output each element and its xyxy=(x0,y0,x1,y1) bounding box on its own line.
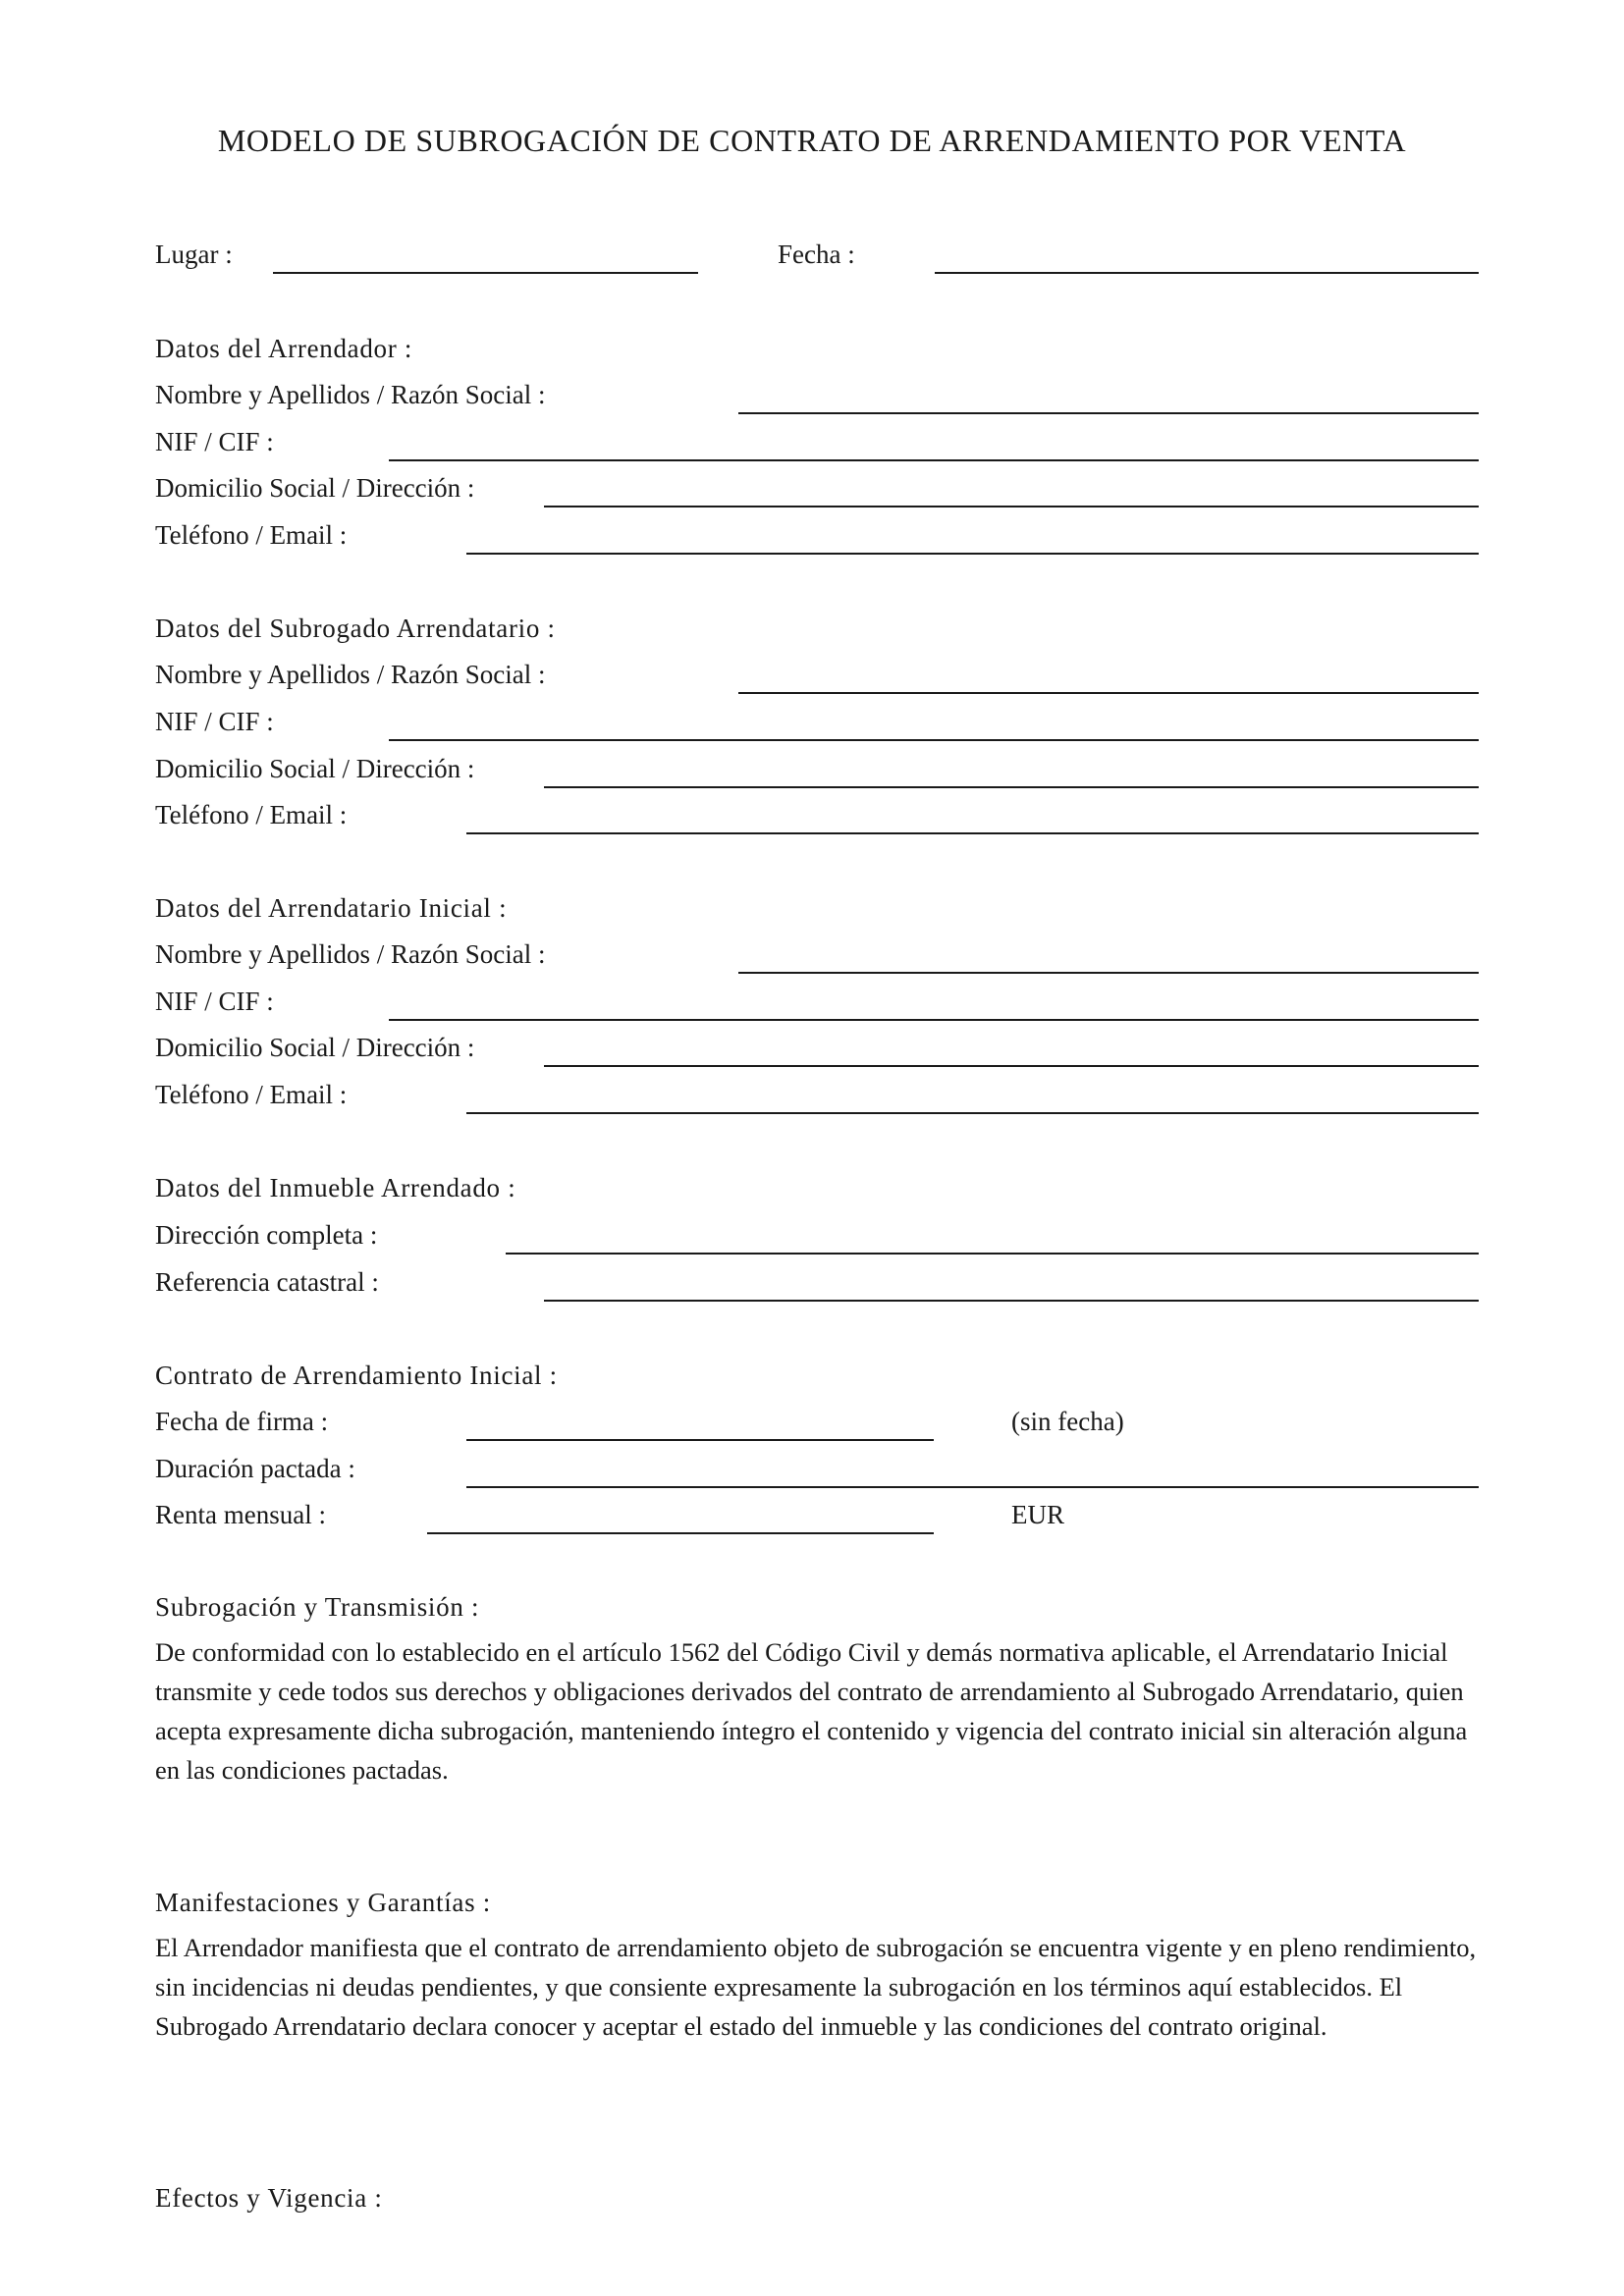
lugar-fecha-row xyxy=(155,240,1479,279)
inicial-heading: Datos del Arrendatario Inicial : xyxy=(155,893,508,923)
inicial-nombre-row xyxy=(155,939,1479,979)
subrogado-nif-label: NIF / CIF : xyxy=(155,707,274,736)
arrendador-telefono-label: Teléfono / Email : xyxy=(155,520,348,550)
subrogado-telefono-label: Teléfono / Email : xyxy=(155,800,348,829)
inmueble-direccion-field[interactable] xyxy=(506,1253,1479,1255)
efectos-heading: Efectos y Vigencia : xyxy=(155,2183,383,2213)
arrendador-domicilio-field[interactable] xyxy=(544,506,1479,507)
arrendador-nif-field[interactable] xyxy=(389,459,1479,461)
arrendador-telefono-row xyxy=(155,520,1479,560)
inmueble-direccion-label: Dirección completa : xyxy=(155,1220,378,1250)
arrendador-nif-label: NIF / CIF : xyxy=(155,427,274,456)
inmueble-heading: Datos del Inmueble Arrendado : xyxy=(155,1173,516,1202)
contrato-renta-row xyxy=(155,1500,1479,1539)
subrogado-domicilio-field[interactable] xyxy=(544,786,1479,788)
inicial-domicilio-label: Domicilio Social / Dirección : xyxy=(155,1033,475,1062)
inicial-nif-field[interactable] xyxy=(389,1019,1479,1021)
subrogado-nombre-row xyxy=(155,660,1479,699)
arrendador-nombre-row xyxy=(155,380,1479,419)
inmueble-direccion-row xyxy=(155,1220,1479,1259)
inicial-nif-label: NIF / CIF : xyxy=(155,987,274,1016)
subrogacion-text: De conformidad con lo establecido en el artículo 1562 del Código Civil y demás normativa aplicable, el Arrendatario Inicial transmite y cede todos sus derechos y obligaciones derivados del contrato de arrendamiento al Subrogado Arrendatario, quien acepta expresamente dicha subrogación, manteniendo íntegro el contenido y vigencia del contrato inicial sin alteración alguna en las condiciones pactadas. xyxy=(155,1637,1468,1785)
subrogado-nif-field[interactable] xyxy=(389,739,1479,741)
inicial-telefono-row xyxy=(155,1080,1479,1119)
contrato-renta-label: Renta mensual : xyxy=(155,1500,326,1529)
contrato-duracion-field[interactable] xyxy=(466,1486,1479,1488)
document-title: MODELO DE SUBROGACIÓN DE CONTRATO DE ARRENDAMIENTO POR VENTA xyxy=(217,123,1407,158)
inicial-telefono-field[interactable] xyxy=(466,1112,1479,1114)
arrendador-telefono-field[interactable] xyxy=(466,553,1479,555)
lugar-field[interactable] xyxy=(273,272,698,274)
arrendador-domicilio-row xyxy=(155,473,1479,512)
contrato-heading: Contrato de Arrendamiento Inicial : xyxy=(155,1361,558,1390)
arrendador-heading: Datos del Arrendador : xyxy=(155,334,413,363)
subrogado-telefono-field[interactable] xyxy=(466,832,1479,834)
manifestaciones-heading: Manifestaciones y Garantías : xyxy=(155,1888,491,1917)
subrogado-heading: Datos del Subrogado Arrendatario : xyxy=(155,614,556,643)
inicial-telefono-label: Teléfono / Email : xyxy=(155,1080,348,1109)
contrato-fecha-row xyxy=(155,1407,1479,1446)
arrendador-domicilio-label: Domicilio Social / Dirección : xyxy=(155,473,475,503)
arrendador-nombre-label: Nombre y Apellidos / Razón Social : xyxy=(155,380,546,409)
contrato-renta-currency: EUR xyxy=(1011,1500,1064,1529)
contrato-duracion-row xyxy=(155,1454,1479,1493)
subrogado-domicilio-label: Domicilio Social / Dirección : xyxy=(155,754,475,783)
contrato-fecha-note: (sin fecha) xyxy=(1011,1407,1124,1436)
inicial-domicilio-field[interactable] xyxy=(544,1065,1479,1067)
contrato-fecha-field[interactable] xyxy=(466,1439,934,1441)
fecha-field[interactable] xyxy=(935,272,1479,274)
inicial-domicilio-row xyxy=(155,1033,1479,1072)
subrogado-telefono-row xyxy=(155,800,1479,839)
arrendador-nif-row xyxy=(155,427,1479,466)
subrogado-nombre-field[interactable] xyxy=(738,692,1479,694)
contrato-duracion-label: Duración pactada : xyxy=(155,1454,355,1483)
subrogacion-heading: Subrogación y Transmisión : xyxy=(155,1592,480,1622)
manifestaciones-text: El Arrendador manifiesta que el contrato de arrendamiento objeto de subrogación se encuentra vigente y en pleno rendimiento, sin incidencias ni deudas pendientes, y que consiente expresamente la subrogación en los términos aquí establecidos. El Subrogado Arrendatario declara conocer y aceptar el estado del inmueble y las condiciones del contrato original. xyxy=(155,1933,1477,2041)
inmueble-referencia-field[interactable] xyxy=(544,1300,1479,1302)
subrogado-domicilio-row xyxy=(155,754,1479,793)
subrogado-nombre-label: Nombre y Apellidos / Razón Social : xyxy=(155,660,546,689)
inmueble-referencia-row xyxy=(155,1267,1479,1307)
fecha-label: Fecha : xyxy=(778,240,855,269)
inicial-nombre-label: Nombre y Apellidos / Razón Social : xyxy=(155,939,546,969)
inicial-nombre-field[interactable] xyxy=(738,972,1479,974)
subrogado-nif-row xyxy=(155,707,1479,746)
inmueble-referencia-label: Referencia catastral : xyxy=(155,1267,379,1297)
inicial-nif-row xyxy=(155,987,1479,1026)
contrato-fecha-label: Fecha de firma : xyxy=(155,1407,329,1436)
lugar-label: Lugar : xyxy=(155,240,233,269)
contrato-renta-field[interactable] xyxy=(427,1532,934,1534)
arrendador-nombre-field[interactable] xyxy=(738,412,1479,414)
